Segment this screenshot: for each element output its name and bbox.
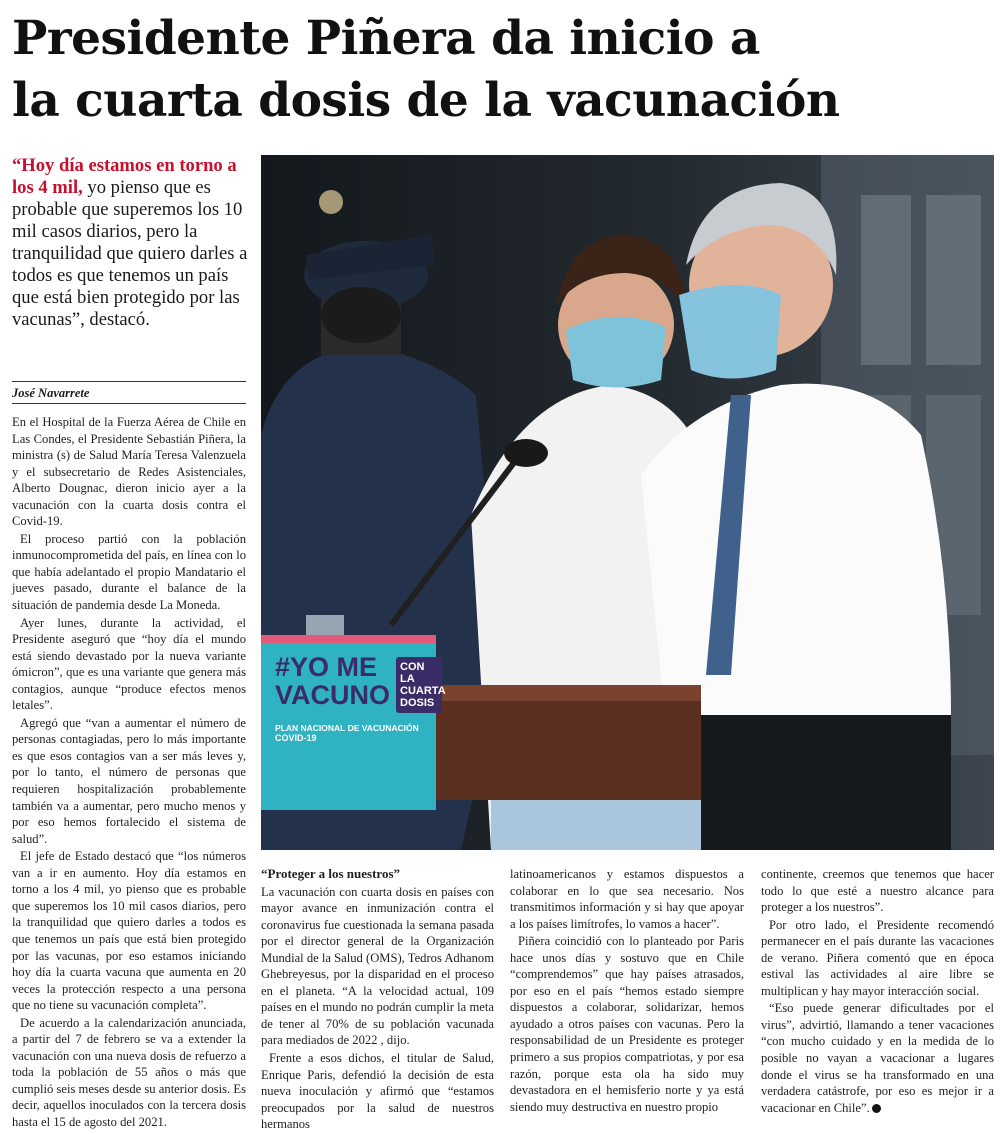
paragraph: El proceso partió con la población inmunocomprometida del país, en línea con lo que había adelantado el propio Mandatario el jueves pasado, durante el balance de la situación de pandemia desde La Moneda. <box>12 531 246 613</box>
podium-sign <box>261 635 446 810</box>
sign-badge: CON LA CUARTA DOSIS <box>396 657 442 713</box>
pull-quote-highlight: “Hoy día estamos en torno a los 4 mil, <box>12 155 237 198</box>
headline <box>12 8 992 132</box>
byline-top-rule <box>12 381 246 382</box>
paragraph: Piñera coincidió con lo planteado por Paris hace unos días y sostuvo que en Chile “comprendemos” que hay países atrasados, por eso en el país “hemos estado siempre dispuestos a colaborar, solidarizar, hemos ayudado a otros países con vacunas. Pero la responsabilidad de un Presidente es proteger primero a sus propios compatriotas, y por esa razón, porque esta ola ha sido muy devastadora en el hemisferio norte y ya está siendo muy destructiva en nuestro propio <box>510 934 744 1114</box>
paragraph <box>761 1000 994 1116</box>
paragraph: El jefe de Estado destacó que “los números van a ir en aumento. Hoy día estamos en torno a los 4 mil, yo pienso que es probable que superemos los 10 mil casos diarios, pero la tranquilidad que quiero darles a todos es que tenemos un país que está bien protegido por las vacunas, por eso estamos iniciando hoy día la cuarta vacuna que aumenta en 20 veces la protección respecto a una persona que no tiene su vacunación completa”. <box>12 849 246 1013</box>
paragraph: Ayer lunes, durante la actividad, el Presidente aseguró que “hoy día el mundo está siendo devastado por la nueva variante ómicron”, que es una variante que genera más contagios, aunque “produce efectos menos letales”. <box>12 615 246 713</box>
pull-quote-text: yo pienso que es probable que superemos los 10 mil casos diarios, pero la tranquilidad que quiero darles a todos es que tenemos un país que está bien protegido por las vacunas”, destacó. <box>12 177 248 330</box>
paragraph: Por otro lado, el Presidente recomendó permanecer en el país durante las vacaciones de verano. Piñera comentó que en época estival las actividades al aire libre se multiplican y hay mayor interacción social. <box>761 917 994 998</box>
article-column-1 <box>12 414 246 1132</box>
end-mark-icon <box>872 1104 881 1113</box>
article-column-3 <box>510 866 744 1116</box>
byline: José Navarrete <box>12 386 90 400</box>
sign-line-2: VACUNO <box>275 680 391 710</box>
final-paragraph-text: “Eso puede generar dificultades por el virus”, advirtió, llamando a tener vacaciones “con mucho cuidado y en la medida de lo posible no vayan a vacacionar a lugares donde el virus se ha transformado en una verdadera catástrofe, por eso es mejor ir a vacacionar en Chile”. <box>761 1001 994 1115</box>
paragraph: Agregó que “van a aumentar el número de personas contagiadas, pero lo más importante es que esos contagios van a ser más leves y, por lo tanto, el número de personas que requieren hospitalización probablemente también va a aumentar, pero mucho menos y por eso hemos fortalecido el sistema de salud”. <box>12 715 246 846</box>
article-column-2 <box>261 866 494 1134</box>
sign-sub-2: COVID-19 <box>275 733 317 743</box>
paragraph: La vacunación con cuarta dosis en países con mayor avance en inmunización contra el coronavirus fue cuestionada la semana pasada por el director general de la Organización Mundial de la Salud (OMS), Tedros Adhanom Ghebreyesus, por la disparidad en el proceso en el planeta. “A la velocidad actual, 109 países en el mundo no podrán cumplir la meta de tener al 70% de su población vacunada para mediados de 2022 , dijo. <box>261 884 494 1048</box>
headline-line-1: Presidente Piñera da inicio a <box>12 11 760 66</box>
headline-line-2: la cuarta dosis de la vacunación <box>12 73 840 128</box>
sign-sub-1: PLAN NACIONAL DE VACUNACIÓN <box>275 723 419 733</box>
paragraph: En el Hospital de la Fuerza Aérea de Chile en Las Condes, el Presidente Sebastián Piñera, la ministra (s) de Salud María Teresa Valenzuela y el subsecretario de Redes Asistenciales, Alberto Dougnac, dieron inicio ayer a la vacunación con la cuarta dosis contra el Covid-19. <box>12 415 246 529</box>
paragraph: De acuerdo a la calendarización anunciada, a partir del 7 de febrero se va a extender la vacunación con una nueva dosis de refuerzo a toda la población de 55 años o más que cumplió seis meses desde su anterior dosis. Es decir, aquellos inoculados con la tercera dosis hasta el 15 de agosto del 2021. <box>12 1015 246 1129</box>
sign-line-1: #YO ME <box>275 652 378 682</box>
news-photo <box>261 155 994 850</box>
paragraph: latinoamericanos y estamos dispuestos a colaborar en lo que sea necesario. Nos transmitimos información y si hay que apoyar a los países limítrofes, lo vamos a hacer”. <box>510 867 744 931</box>
pull-quote <box>12 155 248 331</box>
subhead: “Proteger a los nuestros” <box>261 866 401 881</box>
byline-bottom-rule <box>12 403 246 404</box>
article-column-4 <box>761 866 994 1117</box>
paragraph: Frente a esos dichos, el titular de Salud, Enrique Paris, defendió la decisión de esta nueva inoculación y afirmó que “estamos preocupados por la salud de nuestros hermanos <box>261 1050 494 1132</box>
paragraph: continente, creemos que tenemos que hacer todo lo que esté a nuestro alcance para proteger a los nuestros”. <box>761 867 994 915</box>
